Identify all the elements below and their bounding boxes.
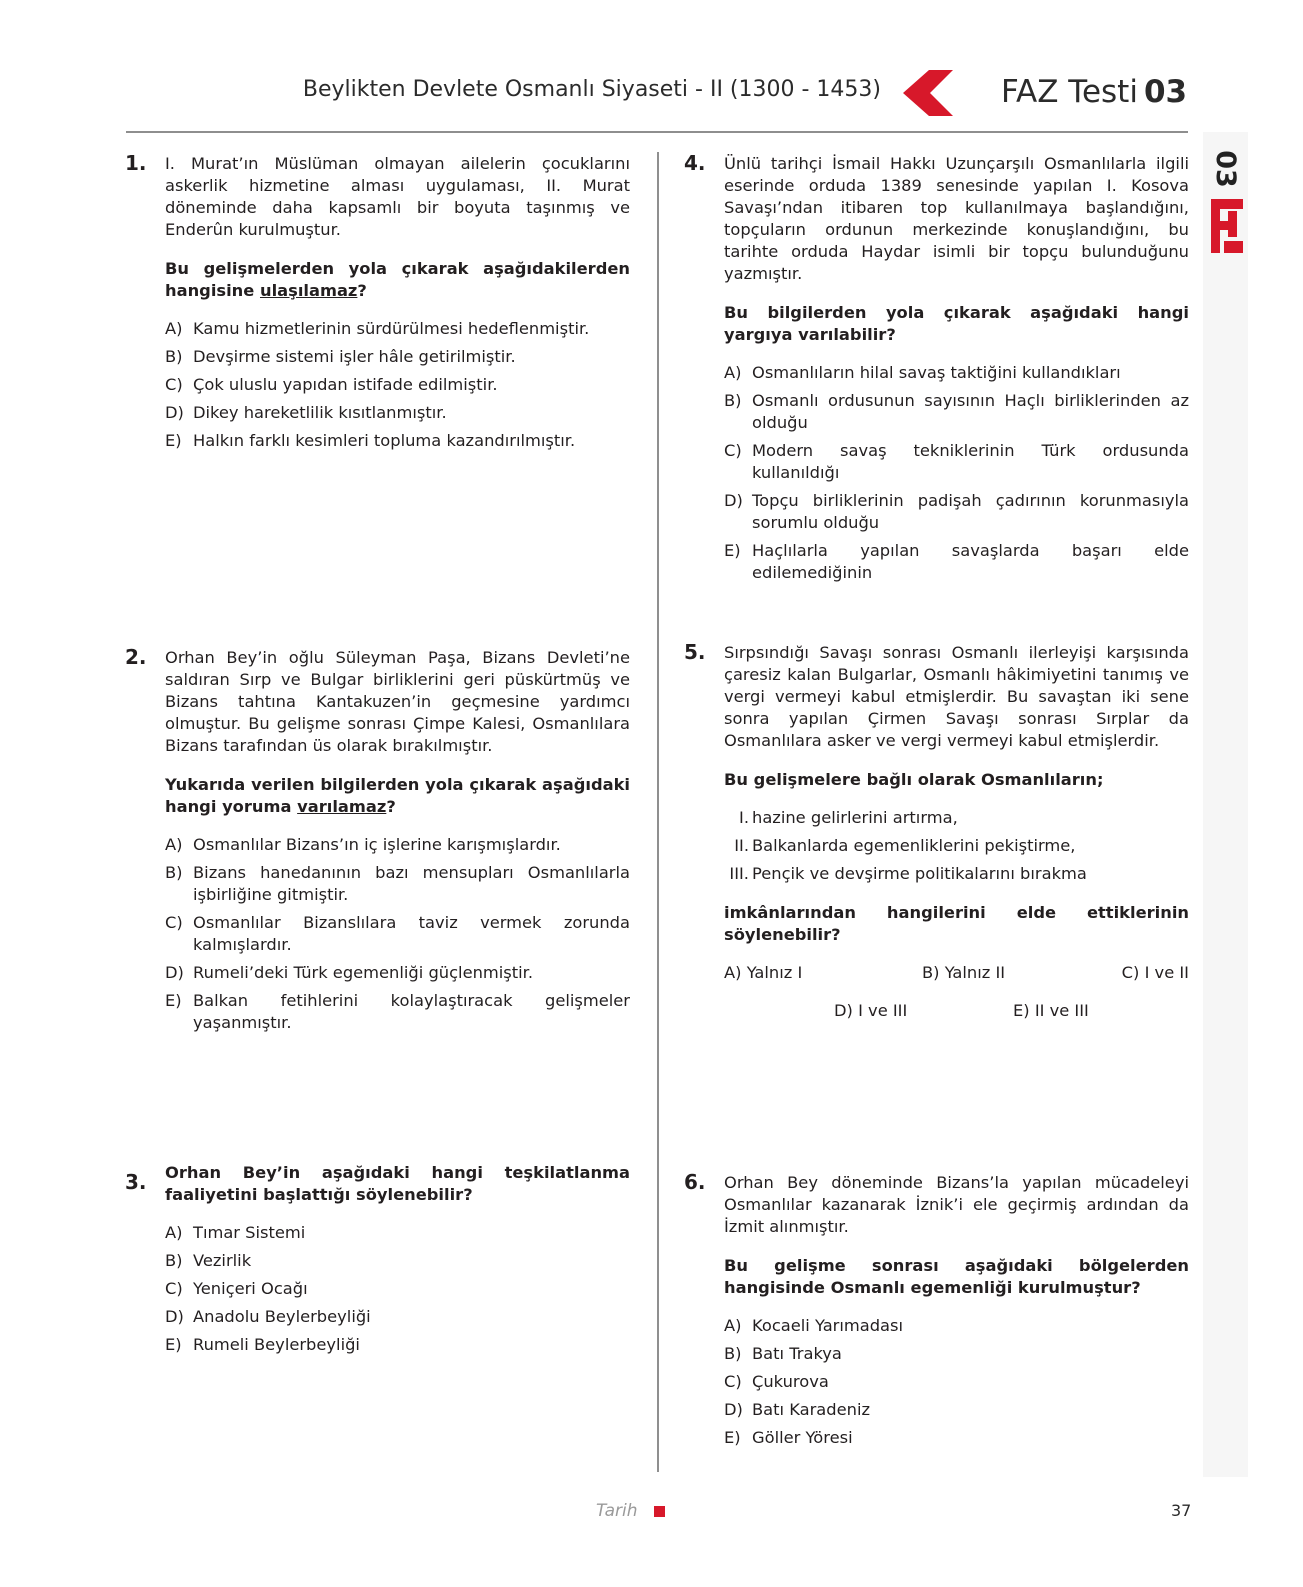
page-number: 37 (1171, 1501, 1192, 1520)
question-number: 3. (125, 1170, 147, 1194)
subject-label: Tarih (596, 1501, 638, 1521)
side-tab (1203, 132, 1248, 1477)
answer-option[interactable]: A) Osmanlıların hilal savaş taktiğini kullandıkları (724, 363, 1121, 382)
column-divider (657, 152, 659, 1472)
question-5 (724, 642, 1189, 1032)
answer-option[interactable]: E) Haçlılarla yapılan savaşlarda başarı elde edilemediğinin (724, 541, 1189, 582)
answer-option[interactable]: B) Batı Trakya (724, 1344, 842, 1363)
roman-item: II. Balkanlarda egemenliklerini pekiştirme, (734, 836, 1076, 855)
answer-option[interactable]: A) Kamu hizmetlerinin sürdürülmesi hedeflenmiştir. (165, 319, 590, 338)
question-prompt-followup: imkânlarından hangilerini elde ettiklerinin söylenebilir? (724, 903, 1189, 944)
side-tab-number: 03 (1210, 150, 1242, 188)
answer-option[interactable]: C) Çukurova (724, 1372, 829, 1391)
answer-option[interactable]: C) I ve II (1121, 963, 1189, 982)
answer-option[interactable]: C) Osmanlılar Bizanslılara taviz vermek zorunda kalmışlardır. (165, 913, 630, 954)
answer-option[interactable]: E) Balkan fetihlerini kolaylaştıracak gelişmeler yaşanmıştır. (165, 991, 630, 1032)
chevron-left-icon (903, 70, 953, 116)
question-number: 6. (684, 1170, 706, 1194)
answer-option[interactable]: A) Yalnız I (724, 963, 803, 982)
answer-option[interactable]: C) Modern savaş tekniklerinin Türk ordusunda kullanıldığı (724, 441, 1189, 482)
question-prompt: Bu gelişmelere bağlı olarak Osmanlıların; (724, 770, 1104, 789)
faz-logo-icon (1211, 199, 1243, 253)
answer-option[interactable]: E) II ve III (1013, 1001, 1089, 1020)
answer-option[interactable]: A) Kocaeli Yarımadası (724, 1316, 904, 1335)
chapter-title: Beylikten Devlete Osmanlı Siyaseti - II (1300 - 1453) (302, 77, 881, 102)
answer-option[interactable]: B) Yalnız II (922, 963, 1006, 982)
answer-option[interactable]: D) Batı Karadeniz (724, 1400, 871, 1419)
test-number: 03 (1143, 74, 1188, 110)
question-stem: I. Murat’ın Müslüman olmayan ailelerin çocuklarını askerlik hizmetine alması uygulaması, II. Murat döneminde daha kapsamlı bir boyuta taşınmış ve Enderûn kurulmuştur. (165, 154, 630, 239)
answer-option[interactable]: D) Dikey hareketlilik kısıtlanmıştır. (165, 403, 447, 422)
question-stem: Orhan Bey’in oğlu Süleyman Paşa, Bizans Devleti’ne saldıran Sırp ve Bulgar birliklerini geri püskürtmüş ve Bizans tahtına Kantakuzen’in geçmesine yardımcı olmuştur. Bu gelişme sonrası Çimpe Kalesi, Osmanlılara Bizans tarafından üs olarak bırakılmıştır. (165, 648, 630, 755)
answer-option[interactable]: C) Yeniçeri Ocağı (165, 1279, 308, 1298)
test-label-text: FAZ Testi (1001, 74, 1138, 110)
answer-option[interactable]: D) Rumeli’deki Türk egemenliği güçlenmiştir. (165, 963, 534, 982)
question-stem: Ünlü tarihçi İsmail Hakkı Uzunçarşılı Osmanlılarla ilgili eserinde orduda 1389 senesinde yapılan I. Kosova Savaşı’ndan itibaren top kullanılmaya başlandığını, topçuların ordunun merkezinde konuşlandığını, bu tarihte orduda Haydar isimli bir topçu bulunduğunu yazmıştır. (724, 154, 1189, 283)
subject-square-icon (654, 1506, 665, 1517)
answer-option[interactable]: D) Anadolu Beylerbeyliği (165, 1307, 371, 1326)
negation-keyword: ulaşılamaz (259, 281, 358, 300)
question-number: 4. (684, 151, 706, 175)
question-prompt: Bu gelişme sonrası aşağıdaki bölgelerden hangisinde Osmanlı egemenliği kurulmuştur? (724, 1256, 1189, 1297)
answer-option[interactable]: B) Osmanlı ordusunun sayısının Haçlı birliklerinden az olduğu (724, 391, 1189, 432)
answer-option[interactable]: B) Vezirlik (165, 1251, 252, 1270)
question-number: 5. (684, 640, 706, 664)
answer-option[interactable]: D) I ve III (834, 1001, 908, 1020)
answer-option[interactable]: B) Bizans hanedanının bazı mensupları Osmanlılarla işbirliğine gitmiştir. (165, 863, 630, 904)
question-number: 2. (125, 645, 147, 669)
question-2 (165, 647, 630, 1040)
question-prompt: Orhan Bey’in aşağıdaki hangi teşkilatlanma faaliyetini başlattığı söylenebilir? (165, 1163, 630, 1204)
question-prompt: Bu bilgilerden yola çıkarak aşağıdaki hangi yargıya varılabilir? (724, 303, 1189, 344)
question-6 (724, 1172, 1189, 1455)
answer-option[interactable]: A) Osmanlılar Bizans’ın iç işlerine karışmışlardır. (165, 835, 561, 854)
answer-option[interactable]: E) Halkın farklı kesimleri topluma kazandırılmıştır. (165, 431, 576, 450)
question-4 (724, 153, 1189, 590)
answer-option[interactable]: D) Topçu birliklerinin padişah çadırının korunmasıyla sorumlu olduğu (724, 491, 1189, 532)
question-1 (165, 153, 630, 458)
answer-option[interactable]: B) Devşirme sistemi işler hâle getirilmiştir. (165, 347, 516, 366)
question-number: 1. (125, 151, 147, 175)
answer-option[interactable]: C) Çok uluslu yapıdan istifade edilmiştir. (165, 375, 498, 394)
roman-item: III. Pençik ve devşirme politikalarını bırakma (729, 864, 1087, 883)
answer-option[interactable]: A) Tımar Sistemi (165, 1223, 306, 1242)
negation-keyword: varılamaz (297, 797, 387, 816)
header-divider (126, 131, 1188, 133)
question-stem: Orhan Bey döneminde Bizans’la yapılan mücadeleyi Osmanlılar kazanarak İznik’i ele geçirmiş ardından da İzmit alınmıştır. (724, 1173, 1189, 1236)
answer-option[interactable]: E) Rumeli Beylerbeyliği (165, 1335, 360, 1354)
roman-item: I. hazine gelirlerini artırma, (739, 808, 958, 827)
test-label (1001, 74, 1187, 110)
question-stem: Sırpsındığı Savaşı sonrası Osmanlı ilerleyişi karşısında çaresiz kalan Bulgarlar, Osmanlı hâkimiyetini tanımış ve vergi vermeyi kabul etmişlerdir. Bu savaştan iki sene sonra yapılan Çirmen Savaşı sonrası Sırplar da Osmanlılara asker ve vergi vermeyi kabul etmişlerdir. (724, 643, 1189, 750)
question-prompt: Bu gelişmelerden yola çıkarak aşağıdakilerden hangisine ulaşılamaz? (165, 259, 630, 300)
question-prompt: Yukarıda verilen bilgilerden yola çıkarak aşağıdaki hangi yoruma varılamaz? (165, 775, 630, 816)
answer-option[interactable]: E) Göller Yöresi (724, 1428, 853, 1447)
question-3 (165, 1162, 630, 1362)
